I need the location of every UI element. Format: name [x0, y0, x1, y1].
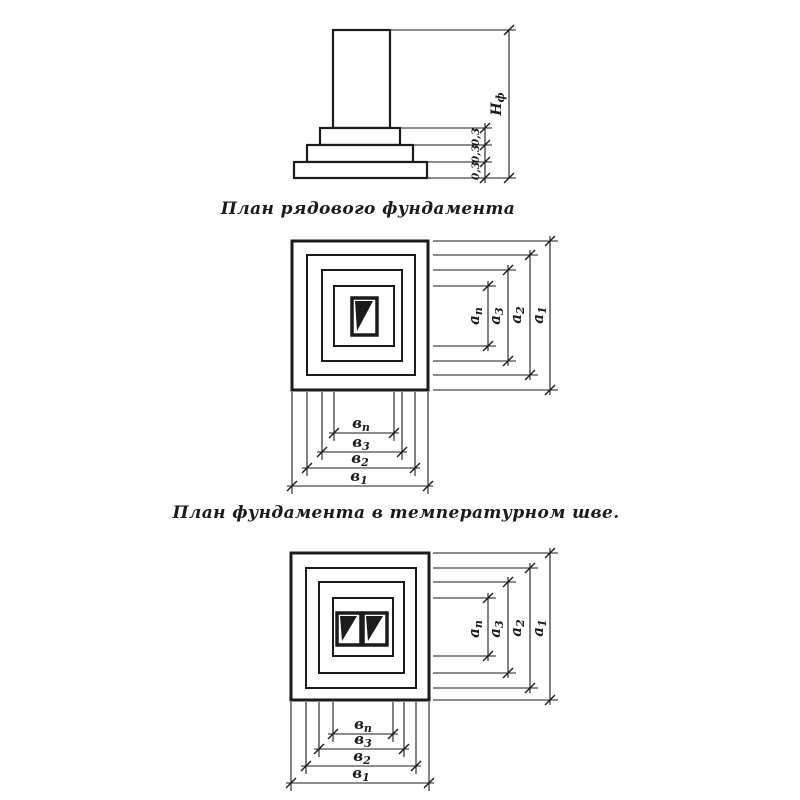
plan-joint-caption: План фундамента в температурном шве. [172, 503, 620, 523]
plan2-dim-v-1: $в_1$ [352, 764, 370, 784]
plan2-dim-v-3: $в_3$ [354, 730, 372, 750]
step-height-label-2: 0,3 [470, 144, 482, 164]
plan-single-caption: План рядового фундамента [220, 199, 516, 219]
plan1-dim-v-1: $в_1$ [350, 467, 368, 487]
plan1-dim-v-2: $в_2$ [351, 449, 369, 469]
column-elevation [333, 30, 390, 128]
plan1-dim-a-3: $а_3$ [486, 307, 506, 325]
plan1-dim-a-1: $а_1$ [529, 306, 549, 324]
step-height-label-1: 0,3 [470, 127, 482, 147]
plan2-dim-a-p: $а_п$ [465, 620, 485, 638]
plan2-dim-v-2: $в_2$ [353, 747, 371, 767]
foundation-elevation [294, 30, 516, 183]
step-height-label-3: 0,3 [470, 161, 482, 181]
plan2-dim-a-3: $а_3$ [486, 620, 506, 638]
step-1-elevation [320, 128, 400, 145]
plan2-dim-a-1: $а_1$ [529, 619, 549, 637]
plan-single [287, 236, 558, 494]
step-3-elevation [294, 162, 427, 178]
plan2-dim-v-p: $в_п$ [354, 715, 372, 735]
plan-joint [286, 548, 558, 791]
plan1-dim-a-p: $а_п$ [465, 307, 485, 325]
plan1-dim-v-p: $в_п$ [352, 414, 370, 434]
plan1-dim-v-3: $в_3$ [352, 433, 370, 453]
plan2-dim-a-2: $а_2$ [507, 619, 527, 637]
step-2-elevation [307, 145, 413, 162]
foundation-height-label: $Н_ф$ [489, 92, 507, 116]
plan1-dim-a-2: $а_2$ [507, 306, 527, 324]
